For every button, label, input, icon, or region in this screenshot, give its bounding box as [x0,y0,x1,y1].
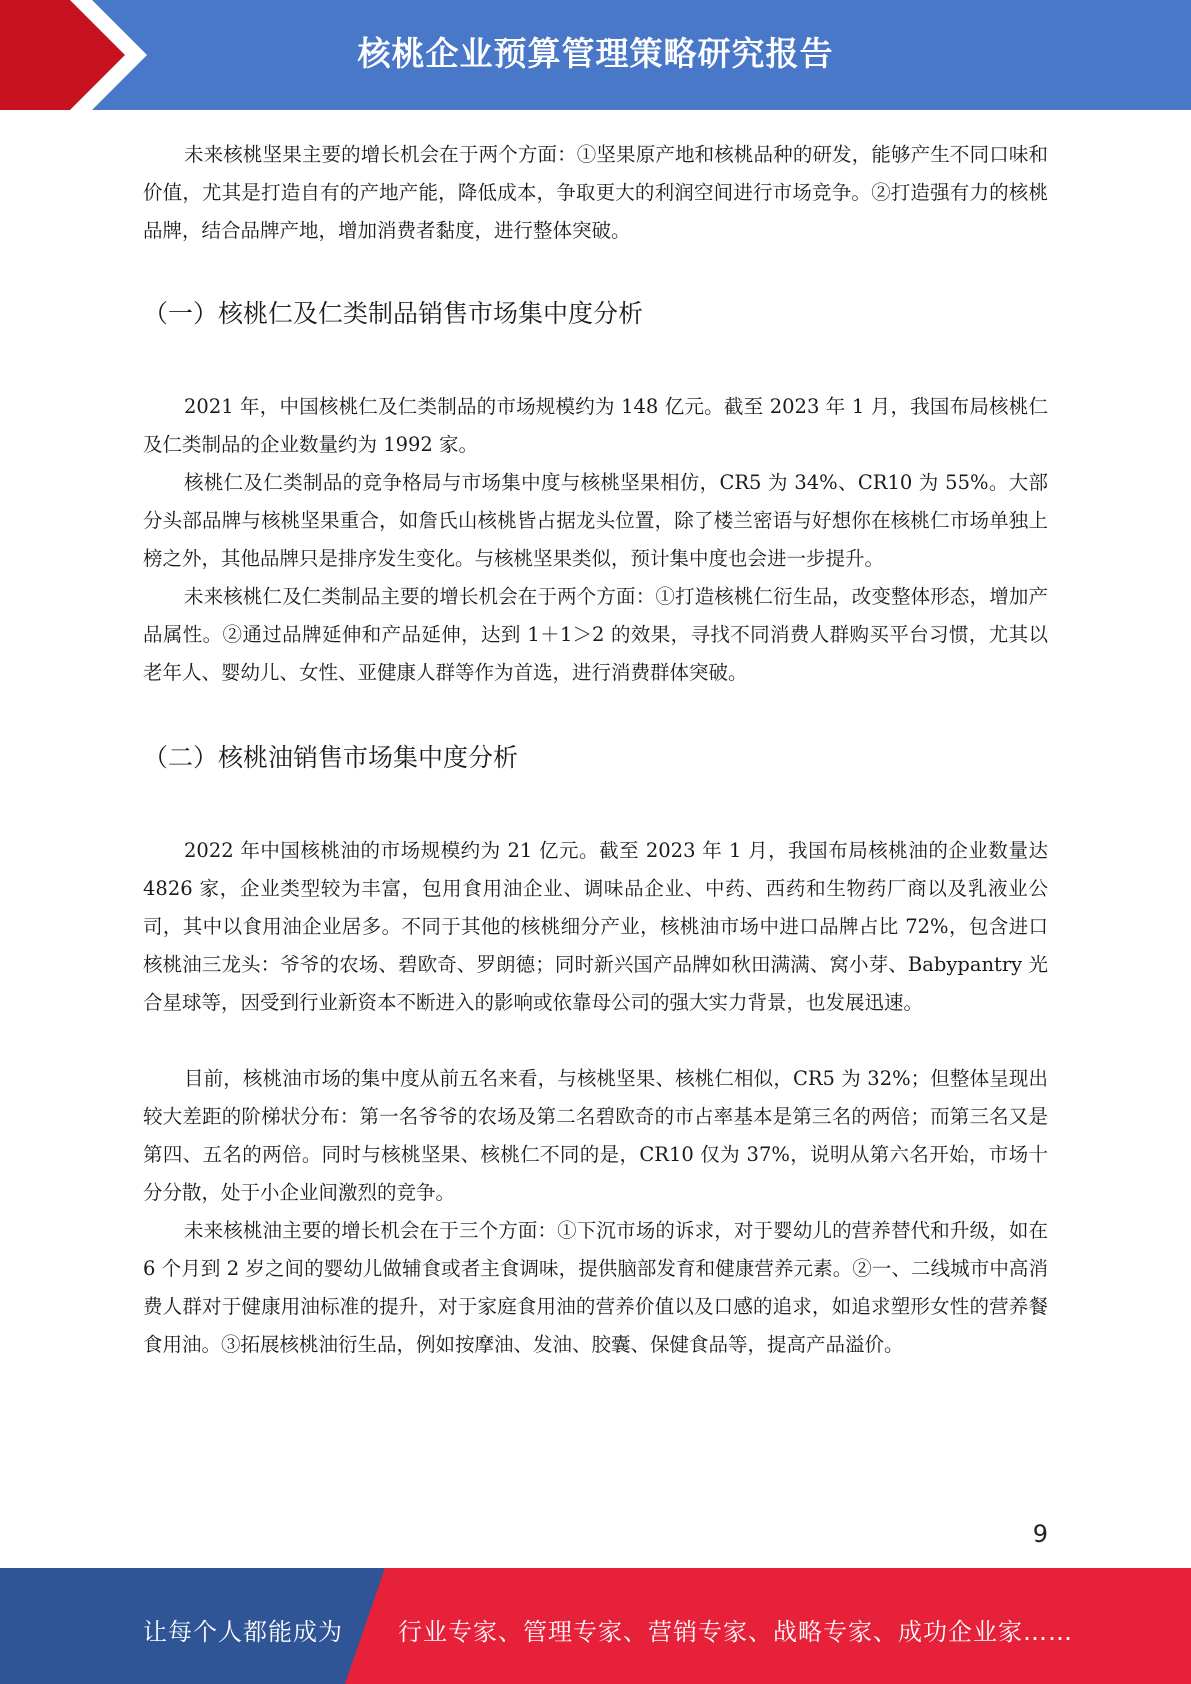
intro-paragraph: 未来核桃坚果主要的增长机会在于两个方面：①坚果原产地和核桃品种的研发，能够产生不同口味和价值，尤其是打造自有的产地产能，降低成本，争取更大的利润空间进行市场竞争。②打造强有力的核桃品牌，结合品牌产地，增加消费者黏度，进行整体突破。 [143,143,1048,242]
section-2-paragraph-3: 未来核桃油主要的增长机会在于三个方面：①下沉市场的诉求，对于婴幼儿的营养替代和升级，如在 6 个月到 2 岁之间的婴幼儿做辅食或者主食调味，提供脑部发育和健康营养元素。②一、二线城市中高消费人群对于健康用油标准的提升，对于家庭食用油的营养价值以及口感的追求，如追求塑形女性的营养餐食用油。③拓展核桃油衍生品，例如按摩油、发油、胶囊、保健食品等，提高产品溢价。 [143,1219,1048,1356]
page-footer [0,1568,1191,1684]
section-1-paragraph-2: 核桃仁及仁类制品的竞争格局与市场集中度与核桃坚果相仿，CR5 为 34%、CR10 为 55%。大部分头部品牌与核桃坚果重合，如詹氏山核桃皆占据龙头位置，除了楼兰密语与好想你在核桃仁市场单独上榜之外，其他品牌只是排序发生变化。与核桃坚果类似，预计集中度也会进一步提升。 [143,471,1048,570]
section-1-paragraph-1: 2021 年，中国核桃仁及仁类制品的市场规模约为 148 亿元。截至 2023 年 1 月，我国布局核桃仁及仁类制品的企业数量约为 1992 家。 [143,395,1048,456]
header-arrow-decoration [0,0,150,110]
page-header [0,0,1191,110]
section-2-heading: （二）核桃油销售市场集中度分析 [143,743,519,772]
page-number: 9 [1032,1520,1048,1548]
section-2-paragraph-1: 2022 年中国核桃油的市场规模约为 21 亿元。截至 2023 年 1 月，我国布局核桃油的企业数量达 4826 家，企业类型较为丰富，包用食用油企业、调味品企业、中药、西药和生物药厂商以及乳液业公司，其中以食用油企业居多。不同于其他的核桃细分产业，核桃油市场中进口品牌占比 72%，包含进口核桃油三龙头：爷爷的农场、碧欧奇、罗朗德；同时新兴国产品牌如秋田满满、窝小芽、Babypantry 光合星球等，因受到行业新资本不断进入的影响或依靠母公司的强大实力背景，也发展迅速。 [143,839,1048,1014]
section-1-heading: （一）核桃仁及仁类制品销售市场集中度分析 [143,299,644,328]
report-title: 核桃企业预算管理策略研究报告 [357,34,834,73]
footer-slogan-left: 让每个人都能成为 [143,1618,343,1646]
section-1-paragraph-3: 未来核桃仁及仁类制品主要的增长机会在于两个方面：①打造核桃仁衍生品，改变整体形态，增加产品属性。②通过品牌延伸和产品延伸，达到 1＋1＞2 的效果，寻找不同消费人群购买平台习惯，尤其以老年人、婴幼儿、女性、亚健康人群等作为首选，进行消费群体突破。 [143,585,1048,684]
section-2-paragraph-2: 目前，核桃油市场的集中度从前五名来看，与核桃坚果、核桃仁相似，CR5 为 32%；但整体呈现出较大差距的阶梯状分布：第一名爷爷的农场及第二名碧欧奇的市占率基本是第三名的两倍；而第三名又是第四、五名的两倍。同时与核桃坚果、核桃仁不同的是，CR10 仅为 37%，说明从第六名开始，市场十分分散，处于小企业间激烈的竞争。 [143,1067,1048,1204]
footer-slogan-right: 行业专家、管理专家、营销专家、战略专家、成功企业家…… [398,1618,1073,1646]
